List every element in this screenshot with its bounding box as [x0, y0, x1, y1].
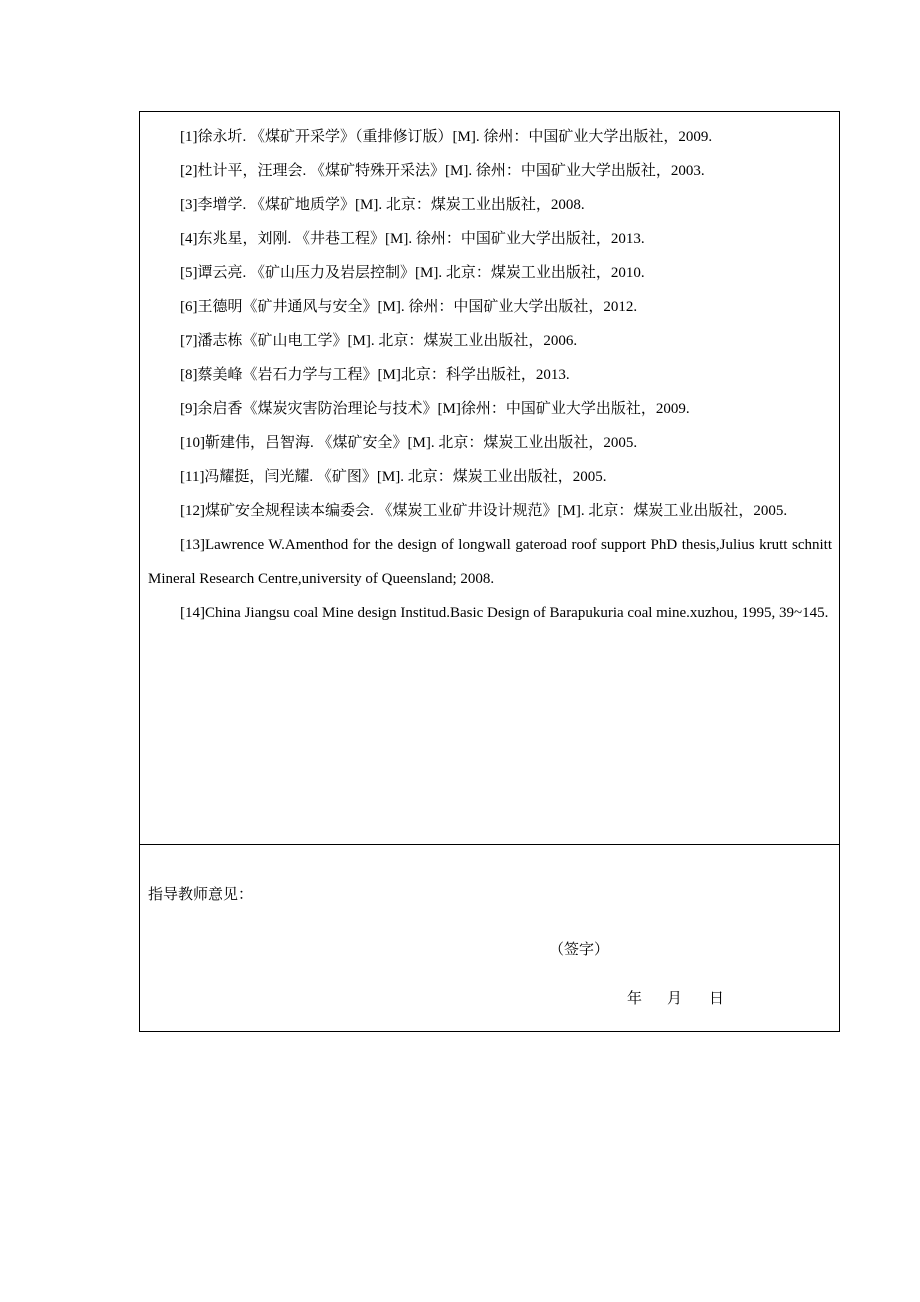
- reference-item: [9]余启香《煤炭灾害防治理论与技术》[M]徐州：中国矿业大学出版社，2009.: [180, 401, 690, 417]
- date-month-label: 月: [667, 991, 683, 1007]
- reference-item: [1]徐永圻. 《煤矿开采学》（重排修订版）[M]. 徐州：中国矿业大学出版社，2009.: [180, 129, 713, 145]
- reference-item: [8]蔡美峰《岩石力学与工程》[M]北京：科学出版社，2013.: [180, 367, 570, 383]
- reference-item: [13]Lawrence W.Amenthod for the design of longwall gateroad roof support PhD thesis,Julius krutt schnitt Mineral Research Centre,university of Queensland; 2008.: [148, 537, 832, 587]
- reference-item: [4]东兆星，刘刚. 《井巷工程》[M]. 徐州：中国矿业大学出版社，2013.: [180, 231, 645, 247]
- reference-item: [2]杜计平，汪理会. 《煤矿特殊开采法》[M]. 徐州：中国矿业大学出版社，2003.: [180, 163, 705, 179]
- date-year-label: 年: [627, 991, 643, 1007]
- reference-list: [148, 120, 832, 630]
- reference-item: [5]谭云亮. 《矿山压力及岩层控制》[M]. 北京：煤炭工业出版社，2010.: [180, 265, 645, 281]
- review-form-table: [139, 111, 840, 1032]
- reference-item: [14]China Jiangsu coal Mine design Institud.Basic Design of Barapukuria coal mine.xuzhou, 1995, 39~145.: [180, 605, 829, 621]
- references-section: [140, 112, 839, 845]
- date-day-label: 日: [709, 991, 725, 1007]
- signature-label: （签字）: [549, 942, 610, 958]
- reference-item: [12]煤矿安全规程读本编委会. 《煤炭工业矿井设计规范》[M]. 北京：煤炭工业出版社，2005.: [180, 503, 788, 519]
- reference-item: [6]王德明《矿井通风与安全》[M]. 徐州：中国矿业大学出版社，2012.: [180, 299, 638, 315]
- reference-item: [7]潘志栋《矿山电工学》[M]. 北京：煤炭工业出版社，2006.: [180, 333, 578, 349]
- reference-item: [11]冯耀挺，闫光耀. 《矿图》[M]. 北京：煤炭工业出版社，2005.: [180, 469, 607, 485]
- advisor-opinion-label: 指导教师意见：: [148, 887, 254, 903]
- advisor-opinion-section: [140, 845, 839, 1031]
- date-line: [627, 989, 729, 1009]
- reference-item: [3]李增学. 《煤矿地质学》[M]. 北京：煤炭工业出版社，2008.: [180, 197, 585, 213]
- reference-item: [10]靳建伟，吕智海. 《煤矿安全》[M]. 北京：煤炭工业出版社，2005.: [180, 435, 638, 451]
